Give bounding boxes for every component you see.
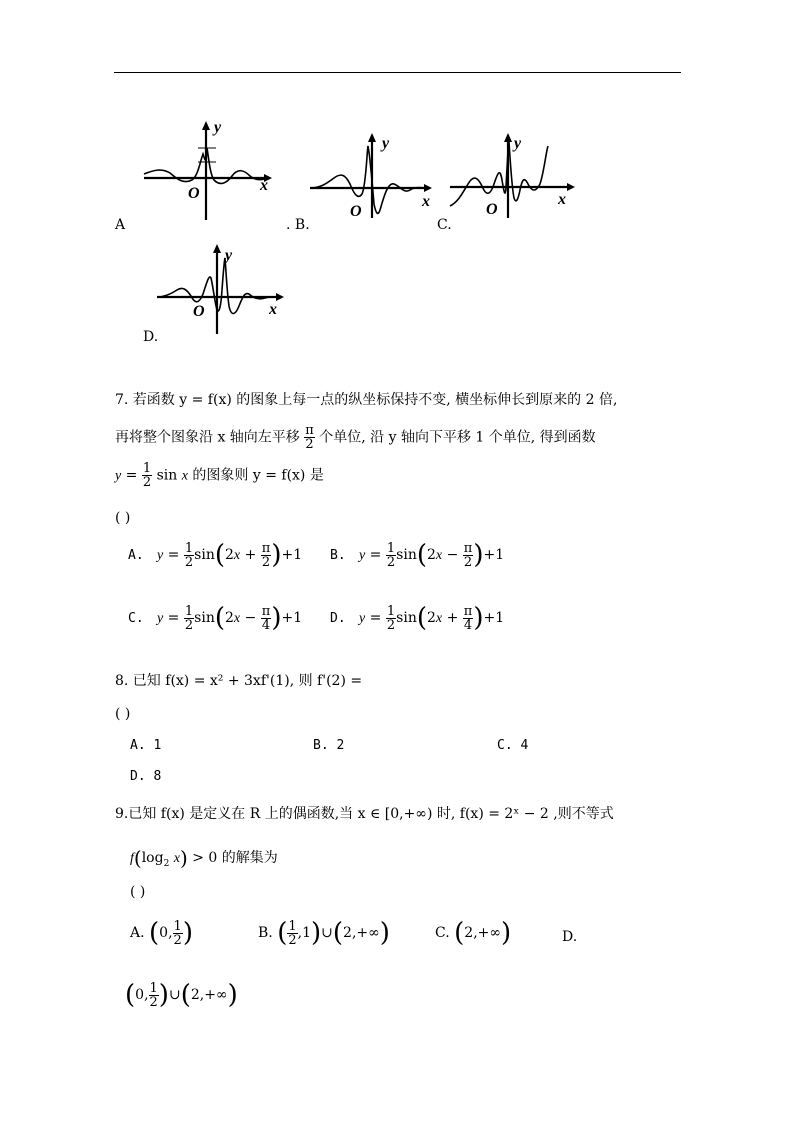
graph-a	[140, 118, 280, 222]
header-rule	[114, 72, 681, 73]
q7-option-a: A. y = $\frac{1}{2}$ sin(2x + $\frac{\pi}{2}$ )+1	[128, 540, 303, 570]
graph-c	[450, 128, 580, 220]
q7-line3-suffix: 的图象则 y = f(x) 是	[192, 467, 324, 484]
q7-pi-over-2: $\frac{\pi}{2}$	[305, 423, 314, 452]
q7-option-d-op: +	[446, 610, 459, 626]
q7-line2-prefix: 再将整个图象沿 x 轴向左平移	[115, 429, 300, 446]
q7-option-c-den: 4	[261, 617, 271, 633]
q8-option-b: B. 2	[313, 738, 345, 753]
q9-option-b-label: B.	[258, 925, 273, 941]
q9-option-d: (0, $\frac{1}{2}$ )∪(2,+∞)	[125, 980, 238, 1010]
q7-option-d-label: D.	[330, 611, 346, 626]
q8-stem: 8. 已知 f(x) = x² + 3xf'(1), 则 f'(2) =	[115, 673, 363, 689]
q7-option-d: D. y = $\frac{1}{2}$ sin(2x + $\frac{\pi}{4}$ )+1	[330, 603, 505, 633]
graph-c-origin-label: O	[486, 201, 498, 218]
graph-d-x-label: x	[269, 301, 277, 318]
q9-option-c-label: C.	[435, 925, 450, 941]
q8-option-d: D. 8	[130, 769, 162, 784]
q9-option-a: A. (0, $\frac{1}{2}$ )	[130, 918, 193, 948]
q8-answer-paren: ( )	[115, 706, 131, 722]
q8-option-c: C. 4	[497, 738, 529, 753]
graph-b-x-label: x	[422, 193, 430, 210]
graph-b-origin-label: O	[350, 203, 362, 220]
graph-b-y-label: y	[382, 135, 390, 152]
q7-option-a-label: A.	[128, 548, 144, 563]
graph-b	[310, 130, 440, 220]
graph-a-origin-label: O	[188, 185, 200, 202]
q9-option-b: B. ( $\frac{1}{2}$ ,1)∪(2,+∞)	[258, 918, 390, 948]
q7-stem-line3: y = $\frac{1}{2}$ sin x 的图象则 y = f(x) 是	[115, 461, 324, 490]
q9-stem2-text: 的解集为	[221, 850, 278, 866]
graph-a-x-label: x	[260, 177, 268, 194]
q7-option-d-den: 4	[463, 617, 473, 633]
graph-c-x-label: x	[558, 191, 566, 208]
q7-option-b-op: −	[446, 547, 459, 563]
q7-line2-suffix: 个单位, 沿 y 轴向下平移 1 个单位, 得到函数	[319, 429, 596, 446]
q7-option-b: B. y = $\frac{1}{2}$ sin(2x − $\frac{\pi}{2}$ )+1	[330, 540, 505, 570]
q9-stem-line2: $f(\log_2$ x) > 0 的解集为	[130, 846, 278, 870]
q7-option-c-op: −	[244, 610, 257, 626]
q7-option-c: C. y = $\frac{1}{2}$ sin(2x − $\frac{\pi}{4}$ )+1	[128, 603, 303, 633]
q7-option-a-den: 2	[261, 554, 271, 570]
graph-c-y-label: y	[514, 135, 522, 152]
q8-option-a: A. 1	[130, 738, 162, 753]
q7-half: $\frac{1}{2}$	[142, 461, 152, 490]
graph-d	[155, 240, 290, 336]
q6-option-c: C.	[437, 217, 452, 233]
q7-option-b-den: 2	[463, 554, 473, 570]
q9-option-a-label: A.	[130, 925, 145, 941]
q6-option-d: D.	[143, 329, 159, 345]
graph-d-origin-label: O	[193, 303, 205, 320]
q6-option-b: . B.	[286, 217, 310, 233]
q9-stem: 9.已知 f(x) 是定义在 R 上的偶函数,当 x ∈ [0,+∞) 时, f(x) = 2ˣ − 2 ,则不等式	[115, 806, 614, 822]
q7-answer-paren: ( )	[115, 510, 131, 526]
q7-stem-line1: 7. 若函数 y = f(x) 的图象上每一点的纵坐标保持不变, 横坐标伸长到原来的 2 倍,	[115, 392, 618, 408]
graph-d-y-label: y	[225, 247, 233, 264]
q9-answer-paren: ( )	[130, 884, 146, 900]
q6-option-a: A	[115, 217, 126, 233]
q7-option-c-label: C.	[128, 611, 144, 626]
q9-option-d-label: D.	[562, 929, 578, 945]
q7-option-b-label: B.	[330, 548, 346, 563]
q9-option-c: C. (2,+∞)	[435, 918, 512, 948]
q7-option-a-op: +	[244, 547, 257, 563]
graph-a-y-label: y	[214, 119, 222, 136]
q7-stem-line2	[115, 424, 596, 451]
